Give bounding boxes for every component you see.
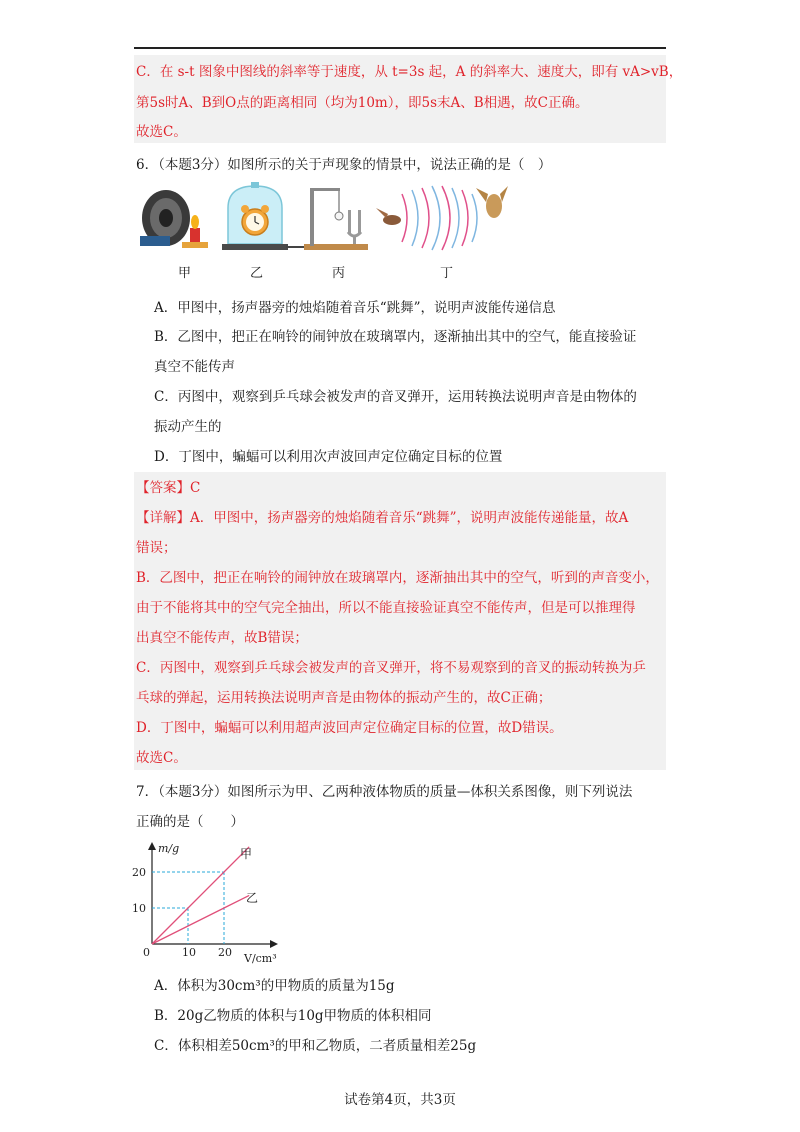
x-axis-arrow bbox=[270, 940, 278, 948]
q6-detail-line-2: 错误； bbox=[136, 540, 177, 556]
q7-stem-line-1: 7．（本题3分）如图所示为甲、乙两种液体物质的质量—体积关系图像，则下列说法 bbox=[136, 784, 633, 800]
figure-label-bing: 丙 bbox=[332, 266, 346, 281]
q6-answer: 【答案】C bbox=[136, 480, 201, 496]
q6-option-b-cont: 真空不能传声 bbox=[154, 359, 235, 375]
moth-icon bbox=[376, 208, 401, 225]
q6-option-c-cont: 振动产生的 bbox=[154, 419, 222, 435]
q6-detail-line-8: D．丁图中，蝙蝠可以利用超声波回声定位确定目标的位置，故D错误。 bbox=[136, 720, 563, 736]
ping-pong-ball-icon bbox=[335, 212, 343, 220]
q6-detail-line-1: 【详解】A．甲图中，扬声器旁的烛焰随着音乐“跳舞”，说明声波能传递能量，故A bbox=[136, 510, 629, 526]
q6-stem: 6．（本题3分）如图所示的关于声现象的情景中，说法正确的是（ ） bbox=[136, 157, 552, 173]
q6-option-b: B．乙图中，把正在响铃的闹钟放在玻璃罩内，逐渐抽出其中的空气，能直接验证 bbox=[154, 329, 637, 345]
series-label-jia: 甲 bbox=[240, 847, 253, 861]
series-label-yi: 乙 bbox=[246, 891, 259, 905]
y-axis-label: m/g bbox=[158, 842, 180, 855]
stand-icon bbox=[304, 188, 354, 250]
origin-label: 0 bbox=[143, 946, 150, 959]
q7-option-a: A．体积为30cm³的甲物质的质量为15g bbox=[154, 978, 395, 994]
top-rule bbox=[134, 47, 666, 49]
series-line-jia bbox=[152, 847, 249, 944]
q7-option-b: B．20g乙物质的体积与10g甲物质的体积相同 bbox=[154, 1008, 432, 1024]
q6-option-d: D．丁图中，蝙蝠可以利用次声波回声定位确定目标的位置 bbox=[154, 449, 503, 465]
q6-detail-line-4: 由于不能将其中的空气完全抽出，所以不能直接验证真空不能传声，但是可以推理得 bbox=[136, 600, 636, 616]
figure-label-jia: 甲 bbox=[178, 266, 192, 281]
y-tick-label: 20 bbox=[132, 866, 146, 879]
figure-label-yi: 乙 bbox=[250, 266, 264, 281]
tuning-fork-icon bbox=[344, 210, 368, 250]
prev-answer-line-1: C．在 s-t 图象中图线的斜率等于速度，从 t=3s 起，A 的斜率大、速度大，即有 vA>vB， bbox=[136, 64, 683, 80]
series-line-yi bbox=[152, 895, 249, 944]
x-axis-label: V/cm³ bbox=[244, 952, 277, 965]
y-axis-arrow bbox=[148, 842, 156, 850]
q7-option-c: C．体积相差50cm³的甲和乙物质，二者质量相差25g bbox=[154, 1038, 477, 1054]
q6-detail-line-9: 故选C。 bbox=[136, 750, 187, 766]
sound-waves-icon bbox=[402, 186, 477, 250]
q6-detail-line-7: 乓球的弹起，运用转换法说明声音是由物体的振动产生的，故C正确； bbox=[136, 690, 552, 706]
prev-answer-line-3: 故选C。 bbox=[136, 124, 187, 140]
q6-detail-line-3: B．乙图中，把正在响铃的闹钟放在玻璃罩内，逐渐抽出其中的空气，听到的声音变小， bbox=[136, 570, 659, 586]
y-tick-label: 10 bbox=[132, 902, 146, 915]
q6-detail-line-5: 出真空不能传声，故B错误； bbox=[136, 630, 308, 646]
speaker-icon bbox=[140, 190, 190, 246]
q7-stem-line-2: 正确的是（ ） bbox=[136, 814, 244, 830]
figure-label-ding: 丁 bbox=[440, 266, 454, 281]
page-footer: 试卷第4页，共3页 bbox=[344, 1092, 456, 1108]
q6-detail-line-6: C．丙图中，观察到乒乓球会被发声的音叉弹开，将不易观察到的音叉的振动转换为乒 bbox=[136, 660, 646, 676]
bat-icon bbox=[476, 186, 508, 218]
q6-option-c: C．丙图中，观察到乒乓球会被发声的音叉弹开，运用转换法说明声音是由物体的 bbox=[154, 389, 637, 405]
mass-volume-chart bbox=[126, 838, 286, 968]
x-tick-label: 20 bbox=[218, 946, 232, 959]
alarm-clock-icon bbox=[241, 205, 269, 235]
x-tick-label: 10 bbox=[182, 946, 196, 959]
prev-answer-line-2: 第5s时A、B到O点的距离相同（均为10m），即5s末A、B相遇，故C正确。 bbox=[136, 95, 589, 111]
q6-option-a: A．甲图中，扬声器旁的烛焰随着音乐“跳舞”，说明声波能传递信息 bbox=[154, 300, 556, 316]
